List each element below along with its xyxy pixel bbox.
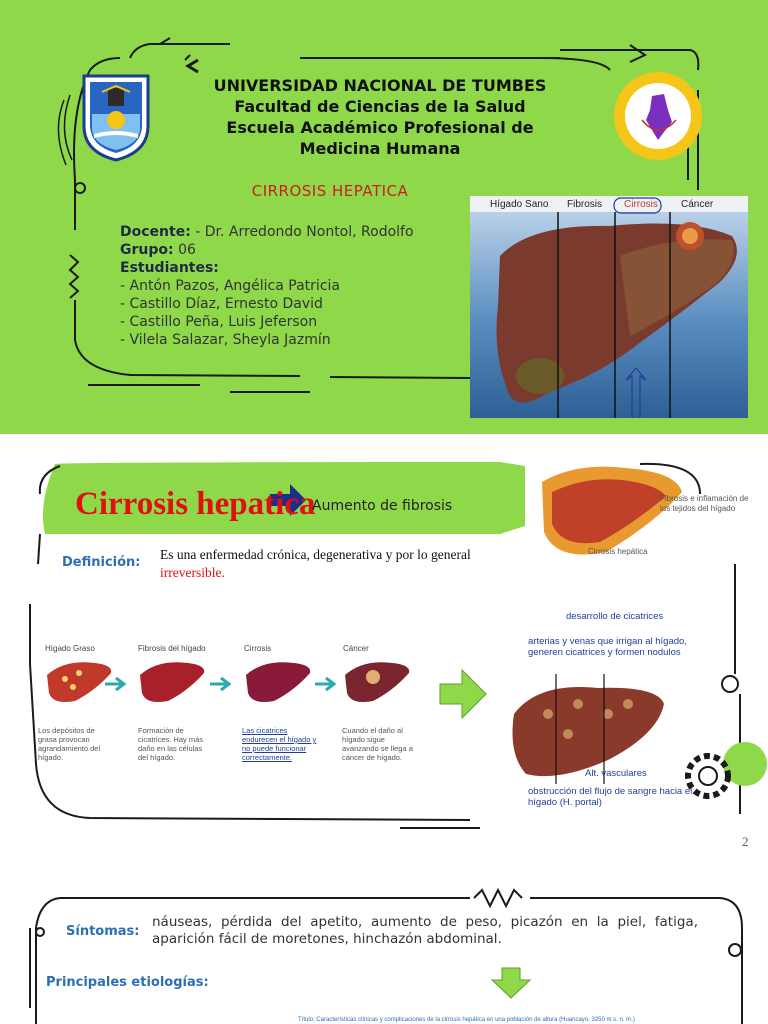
grupo-label: Grupo: bbox=[120, 242, 174, 258]
photo-label-healthy: Hígado Sano bbox=[490, 199, 549, 210]
stage-name: Fibrosis del hígado bbox=[138, 644, 206, 653]
estudiantes-line bbox=[120, 259, 480, 277]
stage-description: Los depósitos de grasa provocan agrandamiento del hígado. bbox=[38, 726, 101, 762]
cirrosis-liver-icon bbox=[244, 657, 312, 707]
etiologias-label: Principales etiologías: bbox=[46, 975, 209, 990]
page-number: 2 bbox=[742, 834, 749, 849]
fibrosis-arrow-text: Aumento de fibrosis bbox=[312, 498, 453, 514]
cover-info-block bbox=[120, 223, 480, 349]
stage-description: Las cicatrices endurecen el hígado y no puede funcionar correctamente. bbox=[242, 726, 317, 762]
faculty-name: Facultad de Ciencias de la Salud bbox=[234, 97, 526, 116]
definition-red: irreversible. bbox=[160, 565, 225, 580]
estudiantes-label: Estudiantes: bbox=[120, 260, 219, 276]
definition-text bbox=[160, 546, 520, 582]
liver-photo-illustration bbox=[470, 196, 748, 418]
stage-name: Cirrosis bbox=[244, 644, 272, 653]
liver-stages-photo bbox=[470, 196, 748, 418]
student-item: - Antón Pazos, Angélica Patricia bbox=[120, 278, 340, 294]
symptoms-slide bbox=[0, 868, 768, 1024]
definition-label: Definición: bbox=[62, 555, 141, 570]
cover-slide bbox=[0, 0, 768, 434]
stage-cirrosis bbox=[244, 644, 324, 709]
stage-description: Cuando el daño al hígado sigue avanzando se llega a cáncer de hígado. bbox=[342, 726, 413, 762]
student-item: - Castillo Díaz, Ernesto David bbox=[120, 296, 323, 312]
annot-obstruction: obstrucción del flujo de sangre hacia el hígado (H. portal) bbox=[528, 786, 693, 808]
stage-name: Hígado Graso bbox=[45, 644, 95, 653]
stage-fatty-liver bbox=[45, 644, 125, 709]
annot-vessels: arterias y venas que irrigan al hígado, generen cicatrices y formen nodulos bbox=[528, 636, 687, 658]
school-name-line2: Medicina Humana bbox=[299, 139, 461, 158]
definition-main: Es una enfermedad crónica, degenerativa y por lo general bbox=[160, 547, 471, 562]
hepatic-note: Fibrosis e inflamación de los tejidos del hígado bbox=[660, 494, 749, 513]
study-title: Título: Características clínicas y complicaciones de la cirrosis hepática en una población de altura (Huancayo, 3250 m s. n. m.) bbox=[298, 1017, 635, 1023]
annot-alt-vasculares: Alt. vasculares bbox=[585, 768, 647, 779]
stage-name: Cáncer bbox=[343, 644, 369, 653]
fatty-liver-icon bbox=[45, 657, 113, 707]
cancer-liver-icon bbox=[343, 657, 411, 707]
university-name: UNIVERSIDAD NACIONAL DE TUMBES bbox=[213, 76, 547, 95]
student-item: - Castillo Peña, Luis Jeferson bbox=[120, 314, 318, 330]
grupo-value: 06 bbox=[178, 242, 196, 258]
slide2-title: Cirrosis hepatica bbox=[75, 486, 316, 522]
fibrosis-liver-icon bbox=[138, 657, 206, 707]
docente-line bbox=[120, 223, 480, 241]
stage-description: Formación de cicatrices. Hay más daño en las células del hígado. bbox=[138, 726, 204, 762]
docente-label: Docente: bbox=[120, 224, 191, 240]
annot-scars: desarrollo de cicatrices bbox=[566, 611, 664, 622]
cover-header bbox=[160, 75, 600, 159]
photo-label-fibrosis: Fibrosis bbox=[567, 199, 603, 210]
student-item: - Vilela Salazar, Sheyla Jazmín bbox=[120, 332, 331, 348]
stage-cancer bbox=[343, 644, 423, 709]
docente-value: - Dr. Arredondo Nontol, Rodolfo bbox=[195, 224, 414, 240]
grupo-line bbox=[120, 241, 480, 259]
stage-fibrosis bbox=[138, 644, 218, 709]
cover-title: CIRROSIS HEPATICA bbox=[251, 182, 409, 200]
hepatic-caption: Cirrosis hepática bbox=[588, 547, 648, 556]
faculty-round-logo bbox=[612, 70, 704, 162]
university-shield-logo bbox=[80, 70, 152, 162]
sintomas-label: Síntomas: bbox=[66, 924, 140, 939]
photo-label-cirrosis: Cirrosis bbox=[624, 199, 658, 210]
photo-label-cancer: Cáncer bbox=[681, 199, 714, 210]
school-name-line1: Escuela Académico Profesional de bbox=[226, 118, 534, 137]
sintomas-text: náuseas, pérdida del apetito, aumento de peso, picazón en la piel, fatiga, aparición fácil de moretones, hinchazón abdominal. bbox=[152, 914, 698, 947]
definition-slide bbox=[0, 434, 768, 868]
